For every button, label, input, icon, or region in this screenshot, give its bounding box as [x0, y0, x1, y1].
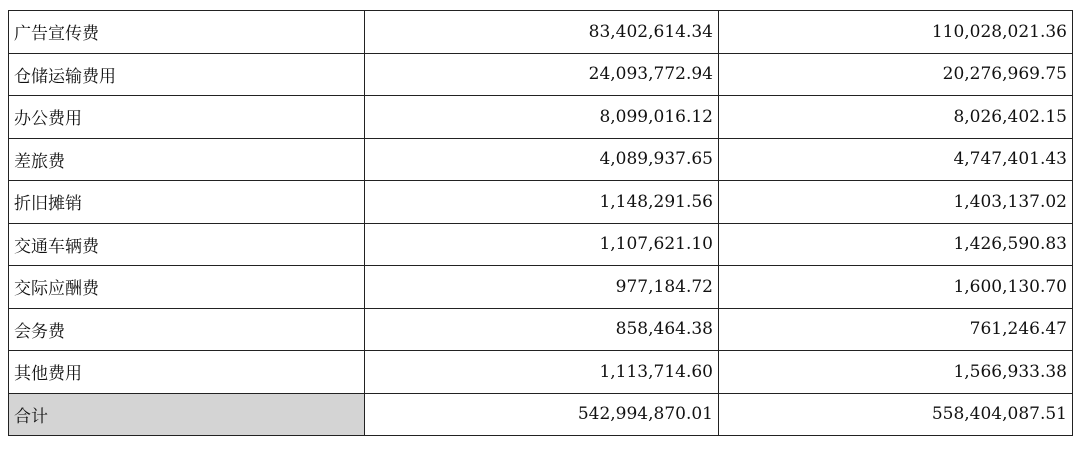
prior-period-value: 761,246.47: [719, 308, 1073, 351]
prior-period-value: 8,026,402.15: [719, 96, 1073, 139]
row-label: 折旧摊销: [9, 181, 365, 224]
current-period-value: 977,184.72: [365, 266, 719, 309]
prior-period-value: 1,600,130.70: [719, 266, 1073, 309]
total-label: 合计: [9, 393, 365, 436]
expense-table: [8, 10, 1073, 436]
total-prior-value: 558,404,087.51: [719, 393, 1073, 436]
row-label: 差旅费: [9, 138, 365, 181]
table-row: [9, 11, 1073, 54]
table-row: [9, 308, 1073, 351]
table-row: [9, 181, 1073, 224]
current-period-value: 24,093,772.94: [365, 53, 719, 96]
row-label: 会务费: [9, 308, 365, 351]
table-row: [9, 266, 1073, 309]
prior-period-value: 1,403,137.02: [719, 181, 1073, 224]
row-label: 广告宣传费: [9, 11, 365, 54]
current-period-value: 1,113,714.60: [365, 351, 719, 394]
row-label: 交际应酬费: [9, 266, 365, 309]
current-period-value: 8,099,016.12: [365, 96, 719, 139]
table-row: [9, 351, 1073, 394]
row-label: 办公费用: [9, 96, 365, 139]
total-row: [9, 393, 1073, 436]
current-period-value: 1,148,291.56: [365, 181, 719, 224]
prior-period-value: 1,566,933.38: [719, 351, 1073, 394]
table-row: [9, 53, 1073, 96]
table-row: [9, 96, 1073, 139]
prior-period-value: 110,028,021.36: [719, 11, 1073, 54]
prior-period-value: 20,276,969.75: [719, 53, 1073, 96]
current-period-value: 858,464.38: [365, 308, 719, 351]
current-period-value: 83,402,614.34: [365, 11, 719, 54]
row-label: 其他费用: [9, 351, 365, 394]
current-period-value: 1,107,621.10: [365, 223, 719, 266]
expense-table-container: [8, 10, 1073, 436]
prior-period-value: 1,426,590.83: [719, 223, 1073, 266]
prior-period-value: 4,747,401.43: [719, 138, 1073, 181]
current-period-value: 4,089,937.65: [365, 138, 719, 181]
row-label: 仓储运输费用: [9, 53, 365, 96]
table-row: [9, 223, 1073, 266]
total-current-value: 542,994,870.01: [365, 393, 719, 436]
row-label: 交通车辆费: [9, 223, 365, 266]
table-row: [9, 138, 1073, 181]
